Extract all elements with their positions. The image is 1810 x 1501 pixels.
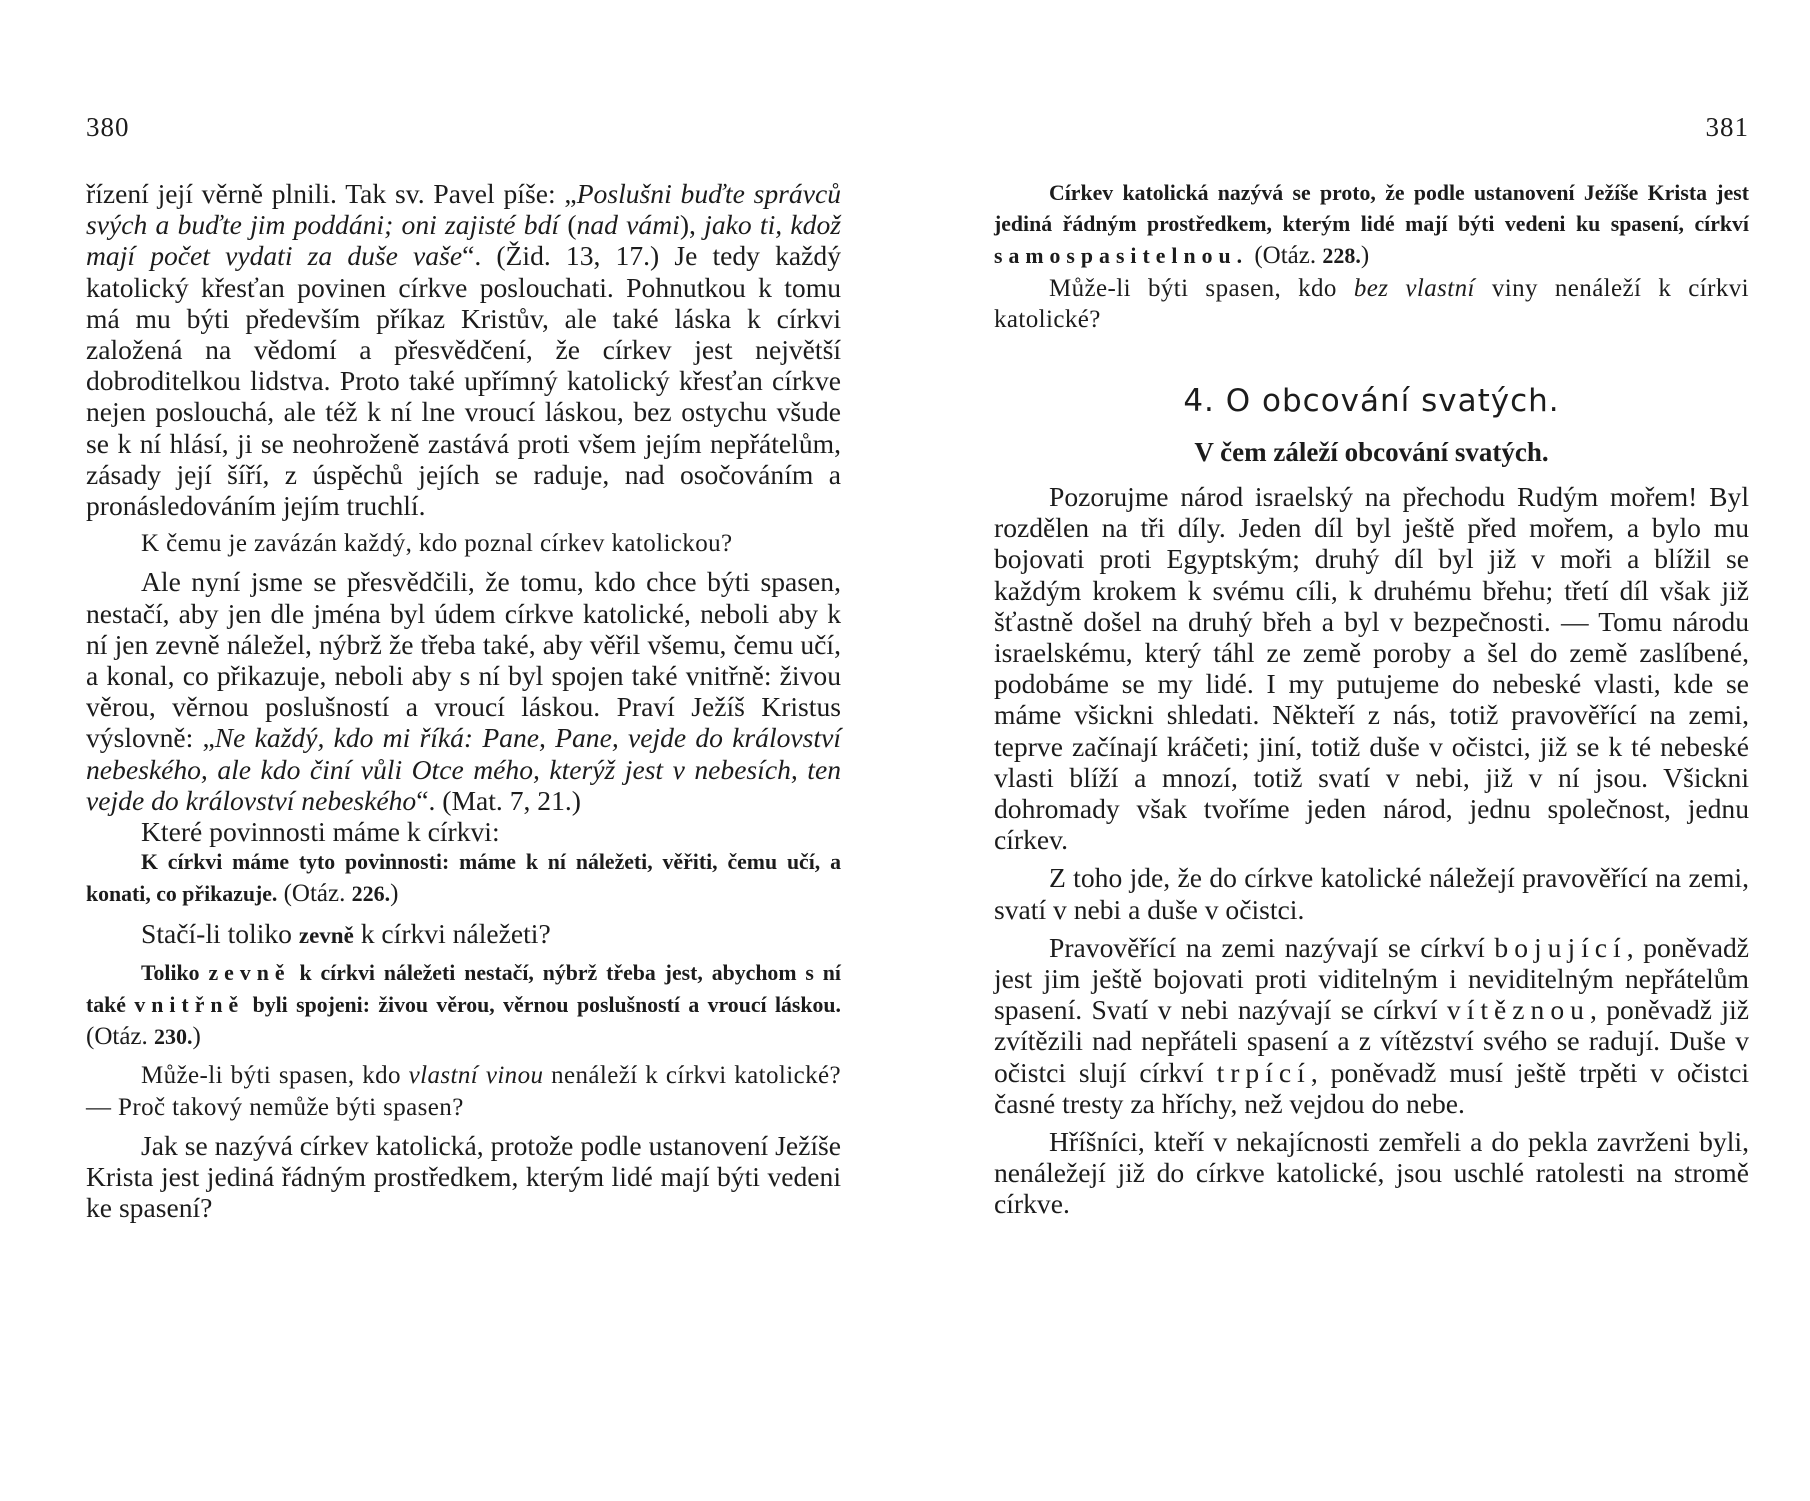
right-page bbox=[994, 0, 1749, 1501]
question: Jak se nazývá církev katolická, protože podle ustanovení Ježíše Krista jest jediná řádným prostředkem, kterým lidé mají býti vedeni ke spasení? bbox=[86, 1129, 841, 1224]
question: Může-li býti spasen, kdo bez vlastní viny nenáleží k církvi katolické? bbox=[994, 274, 1749, 333]
page-number-left: 380 bbox=[86, 112, 130, 142]
section-title: 4. O obcování svatých. bbox=[1183, 383, 1560, 420]
right-page-text bbox=[994, 178, 1749, 1220]
section-subtitle: V čem záleží obcování svatých. bbox=[1194, 437, 1549, 468]
answer: K církvi máme tyto povinnosti: máme k ní náležeti, věřiti, čemu učí, a konati, co přikazuje. (Otáz. 226.) bbox=[86, 850, 841, 908]
question: Může-li býti spasen, kdo vlastní vinou nenáleží k církvi katolické? — Proč takový nemůže býti spasen? bbox=[86, 1062, 842, 1121]
answer: Církev katolická nazývá se proto, že podle ustanovení Ježíše Krista jest jediná řádným prostředkem, kterým lidé mají býti vedeni ku spasení, církví samospasitelnou. (Otáz. 228.) bbox=[994, 181, 1749, 270]
paragraph: řízení její věrně plnili. Tak sv. Pavel píše: „Poslušni buďte správců svých a buďte jim poddáni; oni zajisté bdí (nad vámi), jako ti, kdož mají počet vydati za duše vaše“. (Žid. 13, 17.) Je tedy každý katolický křesťan povinen církve poslouchati. Pohnutkou k tomu má mu býti především příkaz Kristův, ale také láska k církvi založená na vědomí a přesvědčení, že církev jest největší dobroditelkou lidstva. Proto také upřímný katolický křesťan církve nejen poslouchá, ale též k ní lne vroucí láskou, bez ostychu všude se k ní hlásí, ji se neohroženě zastává proti všem jejím nepřátelům, zásady její šíří, z úspěchů jejích se raduje, nad osočováním a pronásledováním jejím truchlí. bbox=[86, 178, 842, 522]
paragraph: Hříšníci, kteří v nekajícnosti zemřeli a do pekla zavrženi byli, nenáležejí již do církve katolické, jsou uschlé ratolesti na stromě církve. bbox=[994, 1126, 1749, 1220]
paragraph: Ale nyní jsme se přesvědčili, že tomu, kdo chce býti spasen, nestačí, aby jen dle jména byl údem církve katolické, neboli aby k ní jen zevně náležel, nýbrž že třeba také, aby věřil všemu, čemu učí, a konal, co přikazuje, neboli aby s ní byl spojen také vnitřně: živou věrou, věrnou poslušností a vroucí láskou. Praví Ježíš Kristus výslovně: „Ne každý, kdo mi říká: Pane, Pane, vejde do království nebeského, ale kdo činí vůli Otce mého, kterýž jest v nebesích, ten vejde do království nebeského“. (Mat. 7, 21.) bbox=[86, 566, 842, 816]
question: Stačí-li toliko zevně k církvi náležeti? bbox=[141, 917, 551, 949]
paragraph: Pozorujme národ israelský na přechodu Rudým mořem! Byl rozdělen na tři díly. Jeden díl byl ještě před mořem, a bylo mu bojovati proti Egyptským; druhý díl byl již v moři a blížil se každým krokem k svému cíli, k druhému břehu; třetí díl však již šťastně došel na druhý břeh a byl v bezpečnosti. — Tomu národu israelskému, který táhl ze země poroby a šel do země zaslíbené, podobáme se my lidé. I my putujeme do nebeské vlasti, kde se máme všickni shledati. Někteří z nás, totiž pravověřící na zemi, teprve začínají kráčeti; jiní, totiž duše v očistci, již se k té nebeské vlasti blíží a mnozí, totiž svatí v nebi, již v ní jsou. Všickni dohromady však tvoříme jeden národ, jednu společnost, jednu církev. bbox=[994, 481, 1749, 856]
question: Které povinnosti máme k církvi: bbox=[141, 816, 500, 848]
paragraph: Z toho jde, že do církve katolické náležejí pravověřící na zemi, svatí v nebi a duše v očistci. bbox=[994, 862, 1749, 925]
left-page-text bbox=[86, 178, 841, 1224]
question: K čemu je zavázán každý, kdo poznal církev katolickou? bbox=[141, 530, 733, 558]
left-page bbox=[86, 0, 841, 1501]
answer: Toliko zevně k církvi náležeti nestačí, nýbrž třeba jest, abychom s ní také vnitřně byli spojeni: živou věrou, věrnou poslušností a vroucí láskou. (Otáz. 230.) bbox=[86, 960, 841, 1051]
page-number-right: 381 bbox=[1705, 112, 1749, 142]
paragraph: Pravověřící na zemi nazývají se církví bojující, poněvadž jest jim ještě bojovati proti viditelným i neviditelným nepřátelům spasení. Svatí v nebi nazývají se církví vítěznou, poněvadž již zvítězili nad nepřáteli spasení a z vítězství svého se radují. Duše v očistci slují církví trpící, poněvadž musí ještě trpěti v očistci časné tresty za hříchy, než vejdou do nebe. bbox=[994, 931, 1750, 1119]
